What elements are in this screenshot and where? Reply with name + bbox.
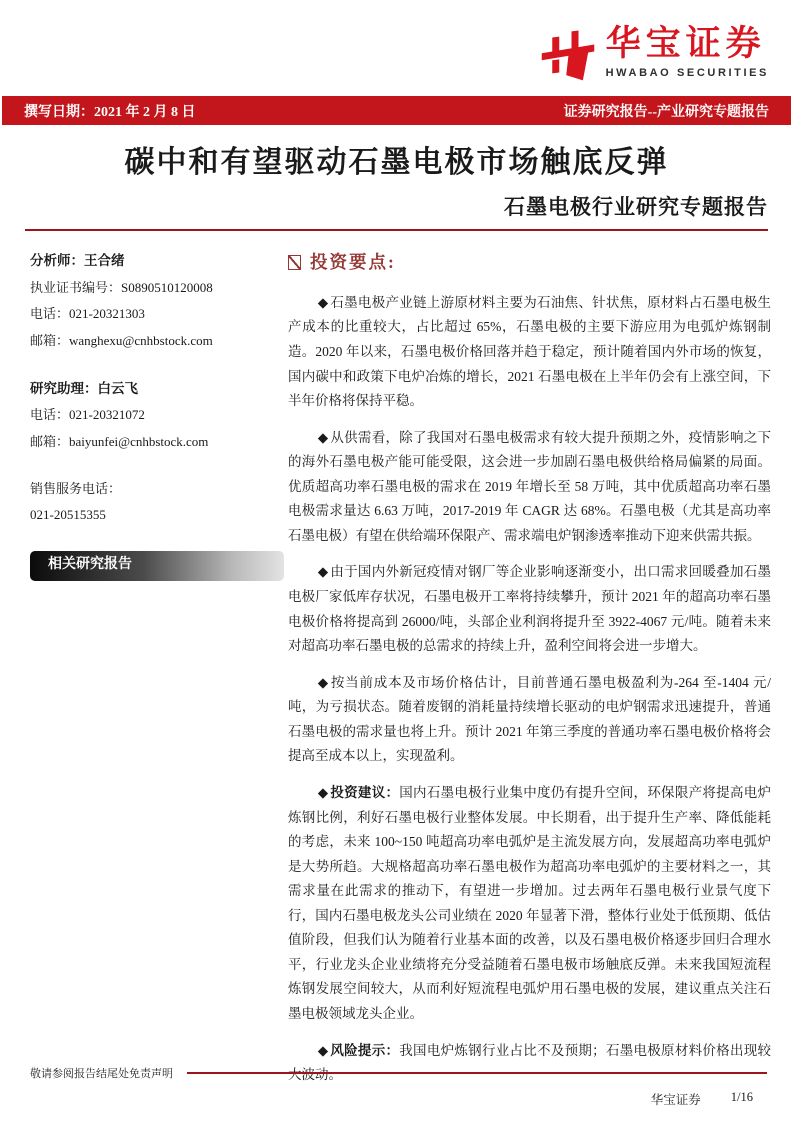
bullet-paragraph bbox=[288, 426, 771, 549]
section-title: 投资要点: bbox=[310, 252, 396, 272]
analyst-license: 执业证书编号：S0890510120008 bbox=[30, 279, 213, 295]
footer-right bbox=[30, 1090, 767, 1108]
content-columns bbox=[0, 231, 793, 1100]
bullet-text: 我国电炉炼钢行业占比不及预期；石墨电极原材料价格出现较大波动。 bbox=[288, 1042, 772, 1083]
bullet-diamond-icon: ◆ bbox=[317, 1042, 329, 1058]
analyst-sidebar bbox=[30, 247, 274, 1100]
footer-disclaimer: 敬请参阅报告结尾处免责声明 bbox=[30, 1068, 173, 1080]
bullet-diamond-icon: ◆ bbox=[317, 429, 329, 445]
assistant-phone: 电话：021-20321072 bbox=[30, 407, 145, 423]
assistant-block bbox=[30, 375, 274, 456]
bullet-paragraph bbox=[288, 291, 771, 414]
analyst-block bbox=[30, 247, 274, 355]
hwabao-logo-icon bbox=[540, 26, 596, 84]
assistant-email: 邮箱：baiyunfei@cnhbstock.com bbox=[30, 433, 209, 449]
sales-block bbox=[30, 476, 274, 529]
bullet-text: 国内石墨电极行业集中度仍有提升空间，环保限产将提高电炉炼钢比例，利好石墨电极行业整体发展。中长期看，出于提升生产率、降低能耗的考虑，未来 100~150 吨超高功率电弧炉是主流发展方向，发展超高功率电弧炉是大势所趋。大规格超高功率石墨电极作为超高功率电弧炉的主要材料之一，其需求量在此需求的推动下，有望进一步增加。过去两年石墨电极行业景气度下行，国内石墨电极龙头公司业绩在 2020 年显著下滑，整体行业处于低预期、低估值阶段，但我们认为随着行业基本面的改善，以及石墨电极价格逐步回归合理水平，行业龙头企业业绩将充分受益随着石墨电极市场触底反弹。未来我国短流程炼钢发展空间较大，从而利好短流程电弧炉用石墨电极的发展，建议重点关注石墨电极领域龙头企业。 bbox=[288, 784, 772, 1022]
analyst-name: 分析师：王合绪 bbox=[30, 253, 125, 268]
bullet-paragraph-investment-advice bbox=[288, 781, 771, 1027]
report-date: 撰写日期：2021 年 2 月 8 日 bbox=[24, 104, 196, 120]
investment-summary bbox=[274, 247, 771, 1100]
sales-phone: 021-20515355 bbox=[30, 507, 106, 523]
assistant-name: 研究助理：白云飞 bbox=[30, 380, 138, 396]
bullet-text: 按当前成本及市场价格估计，目前普通石墨电极盈利为-264 至-1404 元/吨，为亏损状态。随着废钢的消耗量持续增长驱动的电炉钢需求迅速提升，普通石墨电极的需求量也将上升。预计 2021 年第三季度的普通功率石墨电极价格将会提高至成本以上，实现盈利。 bbox=[288, 674, 771, 764]
header bbox=[0, 0, 793, 84]
bullet-diamond-icon: ◆ bbox=[317, 784, 329, 800]
bullet-text: 从供需看，除了我国对石墨电极需求有较大提升预期之外，疫情影响之下的海外石墨电极产能可能受限，这会进一步加剧石墨电极供给格局偏紧的局面。优质超高功率石墨电极的需求在 2019 年增长至 58 万吨，其中优质超高功率石墨电极需求量达 6.63 万吨，2017-2019 年 CAGR 达 68%。石墨电极（尤其是高功率石墨电极）有望在供给端环保限产、需求端电炉钢渗透率推动下迎来供需共振。 bbox=[288, 429, 772, 543]
bullet-paragraph bbox=[288, 671, 771, 769]
report-type: 证券研究报告--产业研究专题报告 bbox=[563, 104, 769, 120]
report-title: 碳中和有望驱动石墨电极市场触底反弹 bbox=[124, 146, 669, 179]
bullet-text: 石墨电极产业链上游原材料主要为石油焦、针状焦，原材料占石墨电极生产成本的比重较大，占比超过 65%，石墨电极的主要下游应用为电弧炉炼钢制造。2020 年以来，石墨电极价格回落并趋于稳定，预计随着国内外市场的恢复，国内碳中和政策下电炉冶炼的增长，2021 石墨电极在上半年仍会有上涨空间，下半年价格将保持平稳。 bbox=[288, 294, 772, 409]
related-reports-label: 相关研究报告 bbox=[48, 557, 132, 573]
bullet-lead: 风险提示： bbox=[330, 1042, 400, 1058]
logo-text bbox=[606, 26, 769, 79]
page-footer bbox=[30, 1065, 767, 1108]
bullet-diamond-icon: ◆ bbox=[317, 564, 329, 580]
bullet-paragraph bbox=[288, 560, 771, 658]
analyst-email: 邮箱：wanghexu@cnhbstock.com bbox=[30, 332, 213, 348]
bullet-diamond-icon: ◆ bbox=[317, 294, 329, 310]
section-marker-icon bbox=[288, 255, 301, 270]
footer-divider bbox=[187, 1072, 767, 1074]
bullet-diamond-icon: ◆ bbox=[317, 674, 329, 690]
related-reports-bar bbox=[30, 551, 284, 581]
footer-brand: 华宝证券 bbox=[650, 1093, 701, 1107]
report-subtitle: 石墨电极行业研究专题报告 bbox=[504, 195, 768, 219]
hwabao-logo bbox=[540, 26, 769, 84]
bullet-text: 由于国内外新冠疫情对钢厂等企业影响逐渐变小，出口需求回暖叠加石墨电极厂家低库存状况，石墨电极开工率将持续攀升，预计 2021 年的超高功率石墨电极价格将提高到 26000/吨，头部企业利润将提升至 3922-4067 元/吨。随着未来对超高功率石墨电极的总需求的持续上升，盈利空间将会进一步增大。 bbox=[288, 564, 772, 654]
sales-phone-label: 销售服务电话： bbox=[30, 480, 122, 496]
analyst-phone: 电话：021-20321303 bbox=[30, 306, 145, 322]
section-heading bbox=[288, 247, 771, 279]
report-banner bbox=[2, 96, 791, 125]
brand-name-cn: 华宝证券 bbox=[605, 24, 766, 63]
bullet-lead: 投资建议： bbox=[330, 784, 400, 800]
page-number: 1/16 bbox=[730, 1090, 753, 1104]
footer-divider-row bbox=[30, 1065, 767, 1081]
brand-name-en: HWABAO SECURITIES bbox=[605, 66, 769, 79]
